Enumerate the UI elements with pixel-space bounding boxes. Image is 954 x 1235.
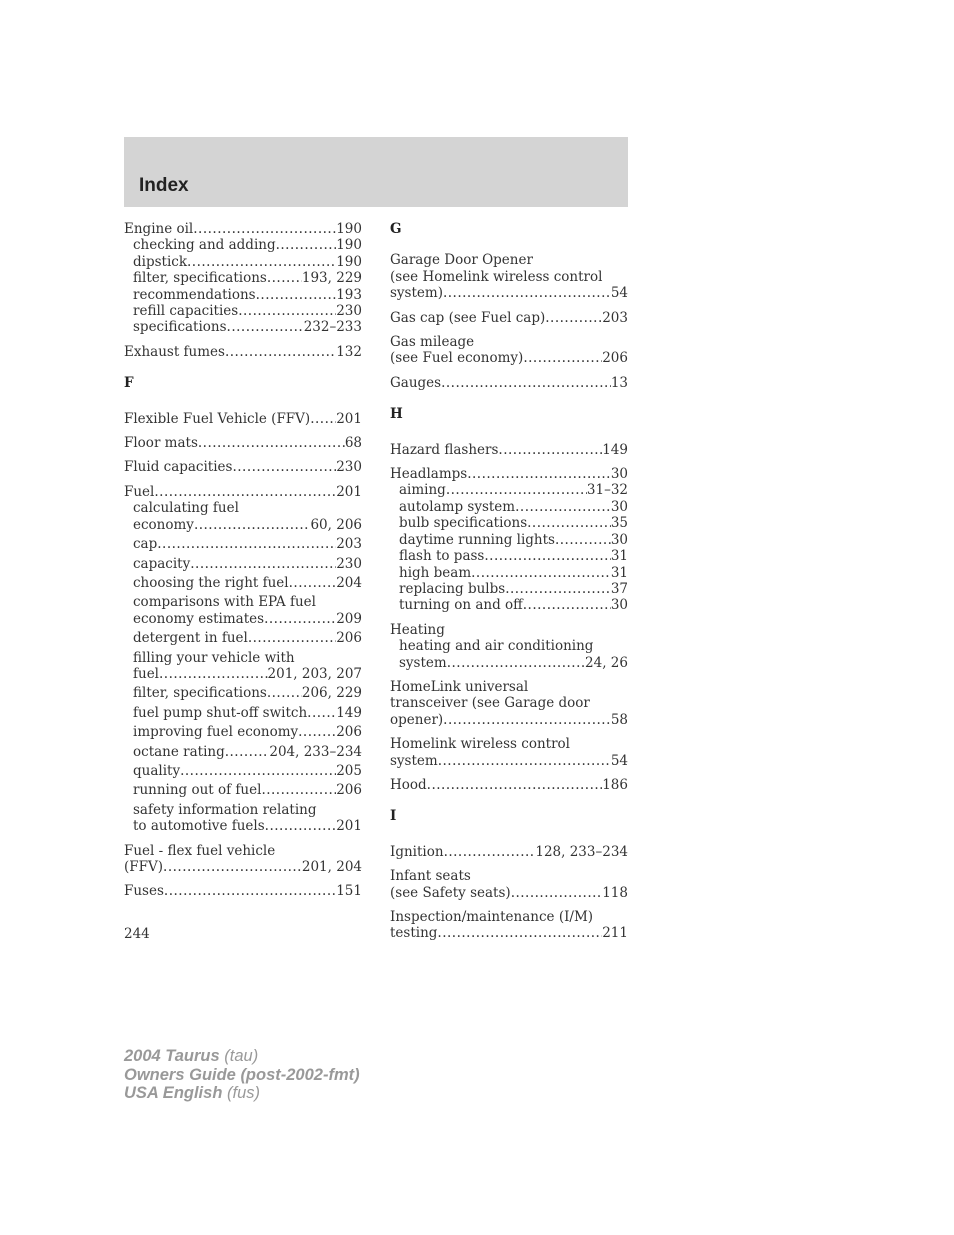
entry-page: 211: [602, 925, 628, 942]
entry-term-line: Homelink wireless control: [390, 736, 570, 753]
index-entry-ffv: [124, 411, 362, 427]
entry-page: 149: [602, 441, 628, 458]
entry-term: (see Fuel economy): [390, 350, 524, 367]
entry-term: system): [390, 285, 443, 302]
footer-language-code: (fus): [227, 1084, 260, 1102]
subentry-term: quality: [133, 762, 181, 779]
index-entry-gauges: [390, 375, 628, 391]
subentry-term: recommendations: [133, 286, 256, 303]
index-entry-hazard-flashers: [390, 442, 628, 458]
subentry-term: filter, specifications: [133, 685, 267, 702]
subentry-page: 24, 26: [585, 654, 628, 671]
subentry-term-line: safety information relating: [133, 801, 317, 818]
entry-page: 186: [602, 776, 628, 793]
entry-term-line: Inspection/maintenance (I/M): [390, 909, 594, 925]
subentry-term-line: comparisons with EPA fuel: [133, 594, 316, 611]
subentry-page: 60, 206: [310, 516, 362, 533]
index-entry-hood: [390, 777, 628, 793]
index-column-right: [390, 221, 628, 950]
subentry-page: 203: [336, 536, 362, 553]
document-footer: [124, 1047, 360, 1103]
index-entry-infant-seats: [390, 868, 628, 901]
subentry-page: 31–32: [586, 482, 628, 499]
entry-page: 30: [610, 466, 628, 483]
index-entry-inspection: [390, 909, 628, 942]
footer-model: 2004 Taurus: [124, 1047, 220, 1065]
subentry-term: refill capacities: [133, 303, 239, 320]
entry-page: 206: [602, 350, 628, 367]
subentry-term: running out of fuel: [133, 782, 262, 799]
entry-term: Gas cap (see Fuel cap): [390, 309, 546, 326]
section-letter-h: H: [390, 406, 403, 423]
subentry-page: 31: [610, 564, 628, 581]
index-column-left: [124, 221, 362, 908]
subentry-term: replacing bulbs: [399, 580, 506, 597]
entry-page: 13: [610, 374, 628, 391]
subentry-term: to automotive fuels: [133, 818, 265, 835]
subentry-term: economy estimates: [133, 610, 265, 627]
subentry-page: 37: [610, 580, 628, 597]
index-entry-exhaust-fumes: [124, 344, 362, 360]
subentry-page: 206: [336, 724, 362, 741]
index-entry-heating: [390, 622, 628, 671]
page-number: 244: [124, 926, 150, 942]
subentry-page: 201, 203, 207: [267, 665, 362, 682]
entry-page: 128, 233–234: [535, 843, 628, 860]
entry-page: 132: [336, 343, 362, 360]
subentry-term: autolamp system: [399, 498, 516, 515]
subentry-page: 209: [336, 610, 362, 627]
subentry-term: daytime running lights: [399, 531, 555, 548]
entry-term: (FFV): [124, 859, 164, 875]
subentry-term: filter, specifications: [133, 270, 267, 287]
section-letter-f: F: [124, 375, 134, 392]
entry-term-line: Garage Door Opener: [390, 252, 533, 269]
subentry-term: octane rating: [133, 743, 225, 760]
entry-term-line: Gas mileage: [390, 334, 475, 351]
entry-term: Engine oil: [124, 221, 194, 237]
entry-page: 190: [336, 221, 362, 237]
subentry-page: 149: [336, 704, 362, 721]
subentry-term: dipstick: [133, 253, 188, 270]
subentry-term: capacity: [133, 555, 191, 572]
subentry-page: 232–233: [303, 319, 362, 336]
subentry-term: choosing the right fuel: [133, 574, 289, 591]
entry-page: 201: [336, 483, 362, 500]
index-entry-gas-cap: [390, 310, 628, 326]
entry-term: testing: [390, 925, 438, 942]
index-entry-garage-door-opener: [390, 252, 628, 301]
subentry-term: high beam: [399, 564, 472, 581]
subentry-term: flash to pass: [399, 548, 485, 565]
subentry-page: 190: [336, 253, 362, 270]
subentry-term: specifications: [133, 319, 227, 336]
page-title: Index: [139, 175, 189, 196]
index-entry-headlamps: [390, 466, 628, 614]
subentry-term: system: [399, 654, 447, 671]
entry-term: Fuel: [124, 483, 155, 500]
subentry-term: improving fuel economy: [133, 724, 299, 741]
entry-term: Gauges: [390, 374, 442, 391]
footer-language: USA English: [124, 1084, 223, 1102]
subentry-term: detergent in fuel: [133, 630, 248, 647]
entry-term: Headlamps: [390, 466, 468, 483]
index-entry-floor-mats: [124, 435, 362, 451]
index-entry-homelink-universal: [390, 679, 628, 728]
subentry-term: cap: [133, 536, 158, 553]
entry-page: 230: [336, 459, 362, 476]
entry-term: system: [390, 752, 438, 769]
entry-page: 58: [610, 711, 628, 728]
subentry-page: 204: [336, 574, 362, 591]
entry-term-line: Infant seats: [390, 868, 471, 885]
subentry-page: 206: [336, 630, 362, 647]
subentry-page: 193: [336, 286, 362, 303]
subentry-page: 201: [336, 818, 362, 835]
subentry-page: 30: [610, 498, 628, 515]
subentry-page: 204, 233–234: [269, 743, 362, 760]
entry-page: 68: [344, 435, 362, 452]
subentry-page: 190: [336, 237, 362, 254]
entry-term: opener): [390, 711, 444, 728]
entry-page: 201, 204: [301, 859, 362, 875]
entry-term: Ignition: [390, 843, 444, 860]
index-entry-homelink-wireless: [390, 736, 628, 769]
subentry-page: 30: [610, 597, 628, 614]
entry-term: Flexible Fuel Vehicle (FFV): [124, 410, 311, 427]
subentry-term-line: heating and air conditioning: [399, 638, 594, 655]
entry-term: Heating: [390, 621, 445, 638]
index-header-band: [124, 137, 628, 207]
index-entry-ignition: [390, 844, 628, 860]
entry-term: Exhaust fumes: [124, 343, 225, 360]
entry-term-line: transceiver (see Garage door: [390, 695, 590, 712]
entry-term-line: (see Homelink wireless control: [390, 268, 603, 285]
subentry-page: 30: [610, 531, 628, 548]
subentry-term: fuel: [133, 665, 159, 682]
subentry-term-line: calculating fuel: [133, 500, 239, 517]
index-entry-fuses: [124, 883, 362, 899]
subentry-page: 205: [336, 762, 362, 779]
subentry-term-line: filling your vehicle with: [133, 649, 295, 666]
subentry-page: 230: [336, 555, 362, 572]
entry-page: 201: [336, 410, 362, 427]
entry-page: 54: [610, 285, 628, 302]
subentry-page: 193, 229: [301, 270, 362, 287]
subentry-term: aiming: [399, 482, 446, 499]
subentry-term: fuel pump shut-off switch: [133, 704, 308, 721]
entry-term: Fluid capacities: [124, 459, 233, 476]
subentry-term: economy: [133, 516, 194, 533]
subentry-term: turning on and off: [399, 597, 523, 614]
index-entry-fluid-capacities: [124, 459, 362, 475]
subentry-term: bulb specifications: [399, 515, 528, 532]
subentry-page: 206, 229: [301, 685, 362, 702]
footer-model-code: (tau): [224, 1047, 259, 1065]
section-letter-g: G: [390, 221, 402, 237]
entry-term: (see Safety seats): [390, 884, 511, 901]
index-entry-engine-oil: [124, 221, 362, 336]
entry-term: Hazard flashers: [390, 441, 499, 458]
subentry-term: checking and adding: [133, 237, 276, 254]
index-entry-gas-mileage: [390, 334, 628, 367]
section-letter-i: I: [390, 808, 397, 825]
footer-guide: Owners Guide (post-2002-fmt): [124, 1065, 360, 1084]
subentry-page: 206: [336, 782, 362, 799]
entry-page: 118: [602, 884, 628, 901]
subentry-page: 230: [336, 303, 362, 320]
entry-page: 54: [610, 752, 628, 769]
entry-term-line: HomeLink universal: [390, 678, 529, 695]
subentry-page: 31: [610, 548, 628, 565]
index-entry-fuel: [124, 484, 362, 835]
entry-term-line: Fuel - flex fuel vehicle: [124, 842, 276, 859]
entry-term: Floor mats: [124, 435, 198, 452]
entry-term: Fuses: [124, 883, 164, 900]
subentry-page: 35: [610, 515, 628, 532]
entry-term: Hood: [390, 776, 427, 793]
entry-page: 203: [602, 309, 628, 326]
entry-page: 151: [336, 883, 362, 900]
index-entry-fuel-flex: [124, 843, 362, 876]
